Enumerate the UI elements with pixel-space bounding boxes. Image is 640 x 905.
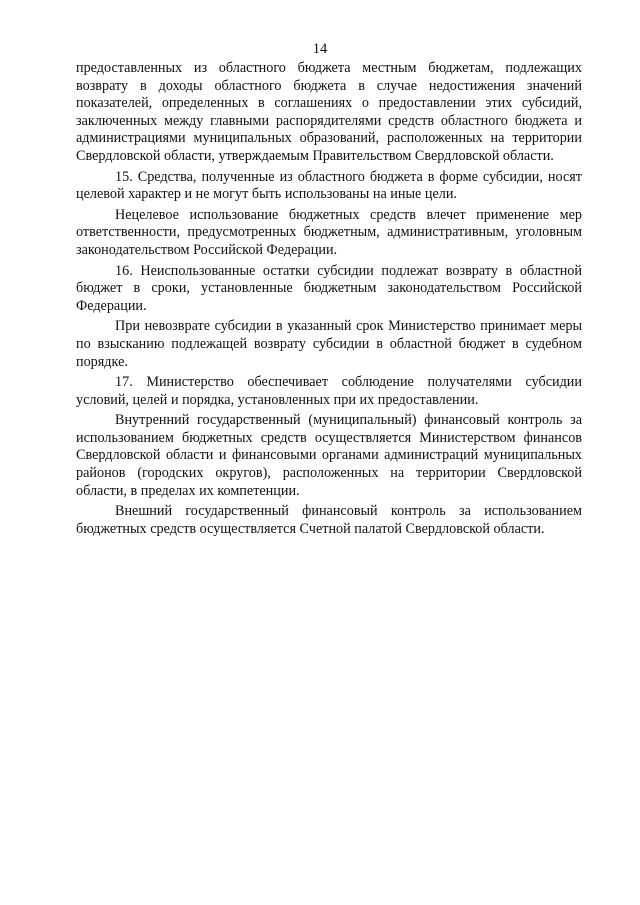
paragraph-external-control: Внешний государственный финансовый контроль за использованием бюджетных средств осуществляется Счетной палатой Свердловской области. [76, 503, 582, 537]
paragraph-misuse-liability: Нецелевое использование бюджетных средств влечет применение мер ответственности, предусмотренных бюджетным, административным, уголовным законодательством Российской Федерации. [76, 206, 582, 258]
paragraph-internal-control: Внутренний государственный (муниципальный) финансовый контроль за использованием бюджетных средств осуществляется Министерством финансов Свердловской области и финансовыми органами администраций муниципальных районов (городских округов), расположенных на территории Свердловской области, в пределах их компетенции. [76, 412, 582, 499]
paragraph-non-return-recovery: При невозврате субсидии в указанный срок Министерство принимает меры по взысканию подлежащей возврату субсидии в областной бюджет в судебном порядке. [76, 318, 582, 370]
paragraph-item-15: 15. Средства, полученные из областного бюджета в форме субсидии, носят целевой характер и не могут быть использованы на иные цели. [76, 168, 582, 203]
page-number: 14 [312, 41, 328, 57]
paragraph-item-17: 17. Министерство обеспечивает соблюдение получателями субсидии условий, целей и порядка, установленных при их предоставлении. [76, 374, 582, 408]
paragraph-item-16: 16. Неиспользованные остатки субсидии подлежат возврату в областной бюджет в сроки, установленные бюджетным законодательством Российской Федерации. [76, 262, 582, 314]
paragraph-continuation: предоставленных из областного бюджета местным бюджетам, подлежащих возврату в доходы областного бюджета в случае недостижения значений показателей, определенных в соглашениях о предоставлении этих субсидий, заключенных между главными распорядителями средств областного бюджета и администрациями муниципальных образований, расположенных на территории Свердловской области, утверждаемым Правительством Свердловской области. [76, 60, 582, 164]
body-text [76, 60, 582, 538]
